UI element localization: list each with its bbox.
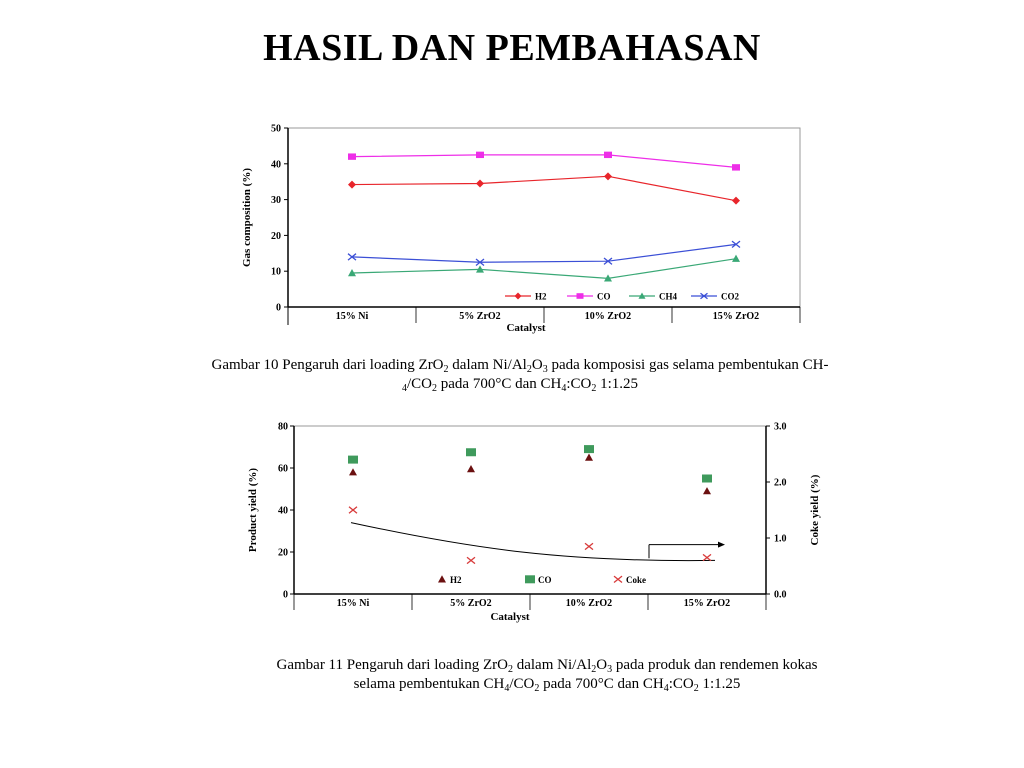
x-tick-label: 15% ZrO2 xyxy=(683,598,731,609)
x-axis-label: Catalyst xyxy=(490,611,530,623)
caption-subscript: 4 xyxy=(401,383,407,394)
caption-subscript: 3 xyxy=(607,664,613,675)
legend-marker-h2 xyxy=(515,293,522,300)
data-point-co xyxy=(476,152,484,158)
caption-text: dalam Ni/Al xyxy=(448,357,527,373)
caption-subscript: 2 xyxy=(591,383,597,394)
caption-text: Gambar 11 Pengaruh dari loading ZrO xyxy=(276,657,508,673)
caption-subscript: 4 xyxy=(504,683,510,694)
x-axis-label: Catalyst xyxy=(506,322,546,334)
data-point-h2 xyxy=(476,179,484,187)
y-tick-label: 20 xyxy=(278,547,288,559)
x-tick-label: 5% ZrO2 xyxy=(459,311,501,322)
y-tick-label: 50 xyxy=(271,123,281,135)
y-right-tick-label: 0.0 xyxy=(774,589,787,601)
gas-composition-chart xyxy=(230,120,810,345)
caption-text: pada komposisi gas selama pembentukan CH- xyxy=(547,357,829,373)
y-tick-label: 30 xyxy=(271,195,281,207)
caption-subscript: 4 xyxy=(663,683,669,694)
data-point-coke xyxy=(585,543,593,549)
y-right-tick-label: 1.0 xyxy=(774,533,787,545)
legend-label: CO xyxy=(597,291,611,302)
caption-subscript: 2 xyxy=(507,664,513,675)
data-point-h2 xyxy=(703,487,711,494)
x-tick-label: 10% ZrO2 xyxy=(565,598,613,609)
data-point-coke xyxy=(467,557,475,563)
caption-text: /CO xyxy=(509,676,535,692)
y-right-tick-label: 2.0 xyxy=(774,477,787,489)
legend-label: H2 xyxy=(535,291,547,302)
data-point-h2 xyxy=(467,465,475,472)
caption-subscript: 2 xyxy=(443,364,449,375)
legend-label: CO xyxy=(538,574,552,585)
y-tick-label: 0 xyxy=(276,302,281,314)
caption-text: pada 700°C dan CH xyxy=(437,376,562,392)
data-point-co xyxy=(702,475,712,483)
caption-text: O xyxy=(531,357,543,373)
data-point-co xyxy=(466,448,476,456)
legend-marker-coke xyxy=(614,576,622,582)
coke-trend-line xyxy=(351,523,715,561)
x-tick-label: 15% Ni xyxy=(335,311,369,322)
data-point-co xyxy=(348,153,356,159)
y-tick-label: 10 xyxy=(271,266,281,278)
caption-text: selama pembentukan CH xyxy=(353,676,505,692)
data-point-co xyxy=(604,152,612,158)
caption-subscript: 2 xyxy=(432,383,437,394)
series-line-co xyxy=(352,155,736,168)
caption-subscript: 2 xyxy=(526,364,532,375)
caption-text: pada produk dan rendemen kokas xyxy=(612,657,818,673)
caption-subscript: 3 xyxy=(542,364,548,375)
data-point-h2 xyxy=(585,454,593,461)
data-point-coke xyxy=(349,507,357,513)
caption-text: dalam Ni/Al xyxy=(512,657,592,673)
y-tick-label: 60 xyxy=(278,463,288,475)
figure-11-caption xyxy=(232,656,862,694)
series-line-co2 xyxy=(352,244,736,262)
data-point-coke xyxy=(703,554,711,560)
legend-label: CH4 xyxy=(659,291,677,302)
caption-subscript: 2 xyxy=(591,664,597,675)
data-point-h2 xyxy=(348,181,356,189)
legend-label: H2 xyxy=(450,574,462,585)
legend-marker-co xyxy=(577,293,584,299)
x-tick-label: 5% ZrO2 xyxy=(450,598,492,609)
caption-text: :CO xyxy=(566,376,592,392)
x-tick-label: 10% ZrO2 xyxy=(584,311,632,322)
legend-label: CO2 xyxy=(721,291,739,302)
caption-text: 1:1.25 xyxy=(596,376,639,392)
y-right-tick-label: 3.0 xyxy=(774,421,787,433)
caption-text: O xyxy=(596,657,608,673)
data-point-co xyxy=(348,456,358,464)
caption-subscript: 4 xyxy=(561,383,567,394)
caption-subscript: 2 xyxy=(693,683,699,694)
product-yield-chart xyxy=(236,412,836,627)
legend-marker-h2 xyxy=(438,575,446,582)
data-point-h2 xyxy=(732,197,740,205)
data-point-h2 xyxy=(349,468,357,475)
figure-10-caption xyxy=(160,356,880,394)
caption-text: Gambar 10 Pengaruh dari loading ZrO xyxy=(211,357,444,373)
x-tick-label: 15% Ni xyxy=(336,598,370,609)
annotation-arrowhead xyxy=(718,542,725,548)
y-tick-label: 20 xyxy=(271,230,281,242)
caption-text: 1:1.25 xyxy=(698,676,741,692)
caption-text: :CO xyxy=(668,676,694,692)
caption-text: pada 700°C dan CH xyxy=(539,676,664,692)
data-point-co xyxy=(732,164,740,170)
plot-frame xyxy=(294,426,766,594)
data-point-h2 xyxy=(604,172,612,180)
y-axis-label: Product yield (%) xyxy=(247,467,259,553)
caption-subscript: 2 xyxy=(534,683,540,694)
y-right-axis-label: Coke yield (%) xyxy=(809,474,821,546)
page-title: HASIL DAN PEMBAHASAN xyxy=(263,27,761,69)
y-tick-label: 40 xyxy=(271,159,281,171)
y-axis-label: Gas composition (%) xyxy=(241,168,253,267)
series-line-h2 xyxy=(352,176,736,200)
y-tick-label: 0 xyxy=(283,589,288,601)
x-tick-label: 15% ZrO2 xyxy=(712,311,760,322)
y-tick-label: 40 xyxy=(278,505,288,517)
legend-marker-co xyxy=(525,575,535,583)
legend-label: Coke xyxy=(626,574,646,585)
caption-text: /CO xyxy=(406,376,432,392)
y-tick-label: 80 xyxy=(278,421,288,433)
data-point-co xyxy=(584,445,594,453)
data-point-ch4 xyxy=(732,255,740,262)
